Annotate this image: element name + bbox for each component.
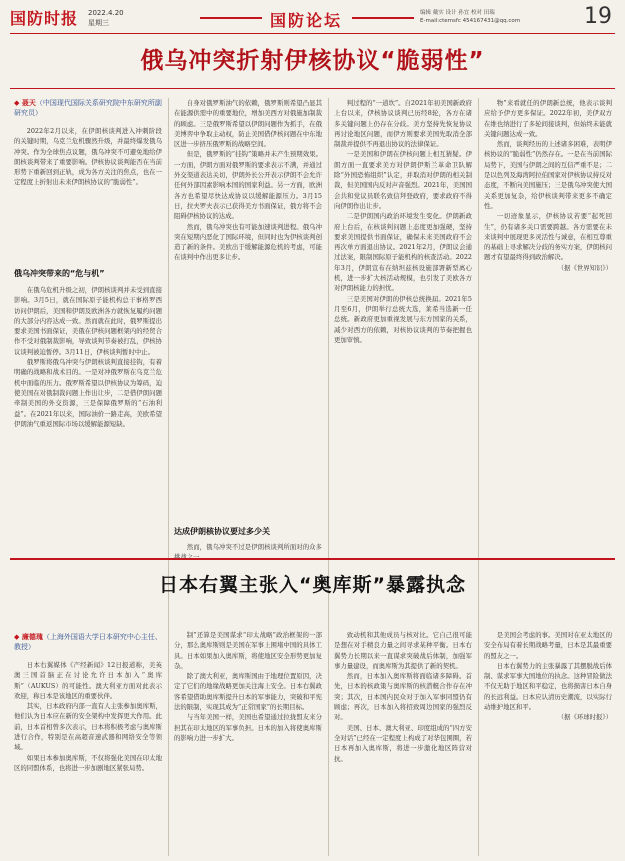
article1-column-1b: 在俄乌危机升级之初，伊朗核谈判并未受到直接影响。3月5日，就在国际原子能机构总干事格罗西访问伊朗后，美国和伊朗及欧洲各方就恢复履约问题的大部分内容达成一致。然而就在此时，俄罗斯提出要求美国书面保证，美俄在伊核问题框架内的经贸合作不受对俄制裁影响，导致谈判节奏被打乱，伊核协议谈判被迫暂停。3月11日，伊核谈判暂时中止。 俄罗斯将俄乌冲突与伊朗核谈判直接挂钩，有着明确的战略和战术目的。一是对冲俄罗斯在乌克兰危机中面临的压力。俄罗斯希望以伊核协议为筹码，迫使美国在对俄制裁问题上作出让步，二是借伊朗问题牵制美国的外交资源，三是保障俄罗斯的“石油利益”。在2021年以来，国际油价一路走高，美欧希望伊朗油气重返国际市场以缓解能源短缺。 [14, 286, 162, 428]
title-underline [10, 88, 615, 89]
article2-column-4: 是美国会考虑的事。美国对在亚太地区的安全布局有着长期战略考量，日本是其最重要的盟友之一。 日本右翼势力的主张暴露了其摆脱战后体制、谋求军事大国地位的执念。这种冒险做法不仅无助于地区和平稳定，也将损害日本自身的长远利益。日本应认清历史潮流，以实际行动维护地区和平。 （据《环球时报》） [484, 631, 612, 722]
article-separator [10, 558, 615, 560]
section-rule-right [352, 17, 414, 19]
editor-credits: 编辑 戴实 设计 孙宜 校对 田瑞 E-mail:ctemsfc 454167431@qq.com [420, 10, 521, 24]
newspaper-logo: 国防时报 [10, 9, 79, 28]
article1-title: 俄乌冲突折射伊核协议“脆弱性” [140, 48, 485, 74]
article1-column-2: 自身对俄罗斯油气的依赖，俄罗斯则希望凸显其在能源供需中的重要地位，增加美西方对俄施加制裁的顾虑。三是俄罗斯希望以伊朗问题作为抓手，在俄美博弈中争取主动权，防止美国借伊核问题在中东地区进一步挤压俄罗斯的战略空间。 但是，俄罗斯的“挂钩”策略并未产生预期效果。一方面，伊朗方面对俄罗斯的要求表示不满，并通过外交渠道表达关切，伊朗外长公开表示伊朗不会允许任何外部因素影响本国的国家利益。另一方面，欧洲各方也希望尽快达成协议以缓解能源压力。3月15日，拉夫罗夫表示已获得美方书面保证，俄方将不会阻碍伊核协议的达成。 然而，俄乌冲突也有可能加速谈判进程。俄乌冲突在短期内恶化了国际环境，但同时也为伊核谈判创造了新的条件。美欧出于缓解能源危机的考虑，可能在谈判中作出更多让步。 [174, 99, 322, 262]
article2-author: ◆ 廉德瑰（上海外国语大学日本研究中心主任、教授） [14, 633, 162, 651]
column-divider [168, 628, 169, 856]
header-rule [10, 33, 615, 34]
page-number: 19 [584, 4, 612, 29]
page-header [0, 0, 625, 34]
section-title: 国防论坛 [270, 11, 343, 30]
issue-date: 2022.4.20 星期三 [88, 9, 124, 27]
article1-subhead-2: 达成伊朗核协议要过多少关 [174, 527, 270, 536]
article2-column-3: 致动机和其他成员与核对比。它自己很可能是想在对手精良力量之间寻求某种平衡。日本右翼势力长期以来一直谋求突破战后体制，加强军事力量建设，而奥库斯为其提供了新的契机。 然而，日本加入奥库斯将面临诸多障碍。首先，日本的核政策与奥库斯的核潜艇合作存在冲突；其次，日本国内民众对于加入军事同盟仍有顾虑；再次，日本加入将招致周边国家的强烈反对。 美国、日本、澳大利亚、印度组成的“四方安全对话”已经在一定程度上构成了对华包围圈，若日本再加入奥库斯，将进一步激化地区阵营对抗。 [334, 631, 472, 763]
article1-subhead-1: 俄乌冲突带来的“危与机” [14, 269, 105, 278]
column-divider [478, 628, 479, 856]
article1-source: （据《世界知识》） [557, 263, 612, 272]
article2-source: （据《环球时报》） [557, 713, 612, 722]
article1-column-1a: 2022年2月以来，在伊朗核谈判进入冲刺阶段的关键时期，乌克兰危机骤然升级，并最终爆发俄乌冲突。作为全球焦点议题，俄乌冲突不可避免地给伊朗核谈判带来了重要影响。伊核协议谈判能否在当前形势下重新回到正轨，成为各方关注的焦点，也在一定程度上折射出未来伊朗核协议的“脆弱性”。 [14, 127, 162, 187]
article1-column-4: 物”来看就任的伊朗新总统，他表示谈判应给予伊方更多保证。2022年初，美伊双方在维也纳进行了多轮间接谈判，但始终未能就关键问题达成一致。 然而，谈判经历的上述诸多困难，表明伊核协议的“脆弱性”仍然存在。一是在当前国际局势下，美国与伊朗之间的互信严重不足；二是以色列及海湾阿拉伯国家对伊核协议持反对态度，不断向美国施压；三是俄乌冲突使大国关系更加复杂，给伊核谈判带来更多不确定性。 一切迹象显示，伊核协议若要“起死回生”，仍有诸多关口需要跨越。各方需要在未来谈判中展现更多灵活性与诚意，在相互尊重的基础上寻求解决分歧的务实方案，伊朗核问题才有望最终得到政治解决。 （据《世界知识》） [484, 99, 612, 272]
article2-column-1: 日本右翼媒体《产经新闻》12日报道称，美英澳三国首脑正在讨论允许日本加入“奥库斯”（AUKUS）的可能性。澳大利亚方面对此表示欢迎，称日本是该地区的重要伙伴。 其实，日本政府内部一直有人主张参加奥库斯，他们认为日本应在新的安全架构中发挥更大作用。此前，日本首相曾多次表示，日本将积极考虑与奥库斯进行合作，特别是在高超音速武器和网络安全等领域。 如果日本参加奥库斯，不仅将强化美国在印太地区的同盟体系，也将进一步加剧地区紧张局势。 [14, 661, 162, 772]
article2-title: 日本右翼主张入“奥库斯”暴露执念 [159, 574, 466, 596]
article1-author: ◆ 聂天（中国现代国际关系研究院中东研究所副研究员） [14, 99, 162, 117]
article1-column-3: 判过程的“一道坎”。自2021年初美国新政府上台以来，伊核协议谈判已历经8轮，各方在诸多关键问题上仍存在分歧。美方坚持先恢复协议再讨论地区问题，而伊方则要求美国先取消全部制裁并提供不再退出协议的法律保证。 一是美国和伊朗在伊核问题上相互猜疑。伊朗方面一直要求美方对伊朗伊斯兰革命卫队解除“外国恐怖组织”认定，并取消对伊朗的相关制裁，但美国国内反对声音强烈。2021年，美国国会共和党议员联名致信拜登政府，要求政府不得向伊朗作出让步。 二是伊朗国内政治环境发生变化。伊朗新政府上台后，在核谈判问题上态度更加强硬，坚持要求美国提供书面保证，确保未来美国政府不会再次单方面退出协议。2021年2月，伊朗议会通过法案，限制国际原子能机构的核查活动。2022年3月，伊朗宣布在纳坦兹核设施部署新型离心机，进一步扩大核活动规模，也引发了美欧各方对伊朗核能力的担忧。 三是美国对伊朗的伊核总统换届。2021年5月至6月，伊朗举行总统大选，莱希当选新一任总统。新政府更加重视发展与东方国家的关系，减少对西方的依赖，对核协议谈判的节奏把握也更加审慎。 [334, 99, 472, 344]
column-divider [328, 628, 329, 856]
article2-column-2: 制”还算是美国谋求“印太战略”政治框架的一部分，那么奥库斯则是美国在军事上围堵中国的具体工具。日本如果加入奥库斯，将使地区安全形势更加复杂。 除了澳大利亚，奥库斯国由于地理位置原因，决定了它们的地缘战略更加关注海上安全。日本右翼政客希望借助奥库斯提升日本的军事能力，突破和平宪法的限制，实现其成为“正常国家”的长期目标。 与当年美国一样，美国也希望通过拉拢盟友来分担其在印太地区的军事负担。日本的加入将使奥库斯的影响力进一步扩大。 [174, 631, 322, 742]
section-rule-left [200, 17, 262, 19]
article1-column-2b: 然而，俄乌冲突不过是伊朗核谈判所面对的众多 [186, 543, 322, 551]
